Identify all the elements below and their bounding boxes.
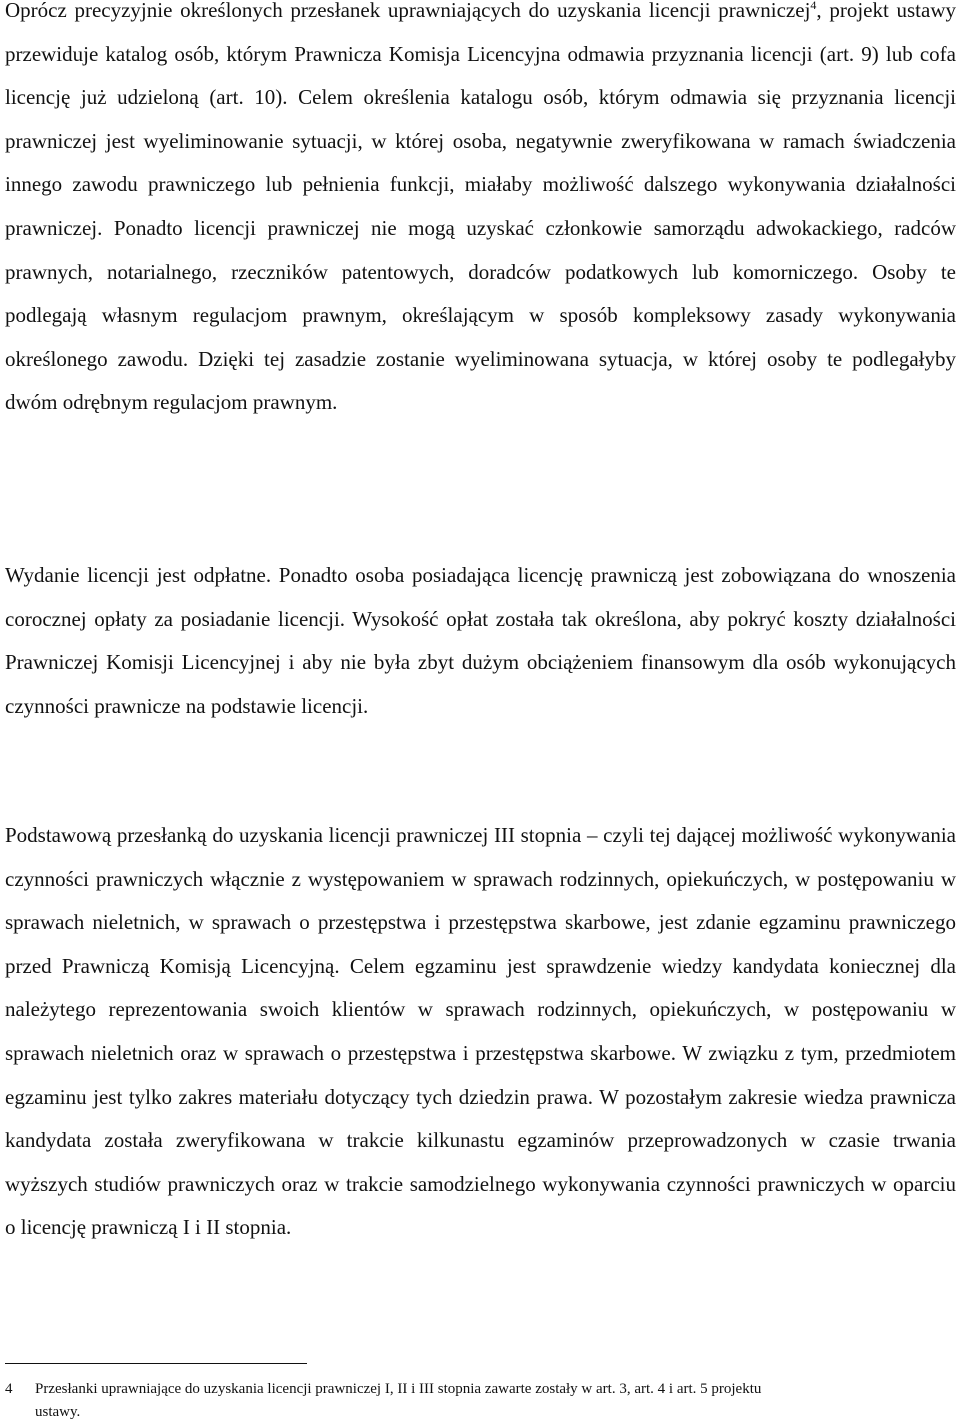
paragraph-text: Oprócz precyzyjnie określonych przesłanek uprawniających do uzyskania licencji prawniczej xyxy=(5,0,811,22)
paragraph-license-exam: Podstawową przesłanką do uzyskania licencji prawniczej III stopnia – czyli tej dającej możliwość wykonywania czynności prawniczych włącznie z występowaniem w sprawach rodzinnych, opiekuńczych, w postępowaniu w sprawach nieletnich, w sprawach o przestępstwa i przestępstwa skarbowe, jest zdanie egzaminu prawniczego przed Prawniczą Komisją Licencyjną. Celem egzaminu jest sprawdzenie wiedzy kandydata koniecznej dla należytego reprezentowania swoich klientów w sprawach rodzinnych, opiekuńczych, w postępowaniu w sprawach nieletnich oraz w sprawach o przestępstwa i przestępstwa skarbowe. W związku z tym, przedmiotem egzaminu jest tylko zakres materiału dotyczący tych dziedzin prawa. W pozostałym zakresie wiedza prawnicza kandydata została zweryfikowana w trakcie kilkunastu egzaminów przeprowadzonych w czasie trwania wyższych studiów prawniczych oraz w trakcie samodzielnego wykonywania czynności prawniczych w oparciu o licencję prawniczą I i II stopnia. xyxy=(5,823,956,1240)
footnote-reference[interactable]: 4 xyxy=(810,0,817,12)
paragraph-license-refusal xyxy=(5,0,956,425)
footnote-text: Przesłanki uprawniające do uzyskania licencji prawniczej I, II i III stopnia zawarte zostały w art. 3, art. 4 i art. 5 projektu xyxy=(35,1381,762,1397)
footnote xyxy=(5,1378,956,1424)
footnote-text-continuation: ustawy. xyxy=(35,1404,81,1420)
footnote-number: 4 xyxy=(5,1381,13,1397)
paragraph-license-fees: Wydanie licencji jest odpłatne. Ponadto osoba posiadająca licencję prawniczą jest zobowiązana do wnoszenia corocznej opłaty za posiadanie licencji. Wysokość opłat została tak określona, aby pokryć koszty działalności Prawniczej Komisji Licencyjnej i aby nie była zbyt dużym obciążeniem finansowym dla osób wykonujących czynności prawnicze na podstawie licencji. xyxy=(5,563,956,718)
paragraph-text: , projekt ustawy przewiduje katalog osób, którym Prawnicza Komisja Licencyjna odmawia przyznania licencji (art. 9) lub cofa licencję już udzieloną (art. 10). Celem określenia katalogu osób, którym odmawia się przyznania licencji prawniczej jest wyeliminowanie sytuacji, w której osoba, negatywnie zweryfikowana w ramach świadczenia innego zawodu prawniczego lub pełnienia funkcji, miałaby możliwość dalszego wykonywania działalności prawniczej. Ponadto licencji prawniczej nie mogą uzyskać członkowie samorządu adwokackiego, radców prawnych, notarialnego, rzeczników patentowych, doradców podatkowych lub komorniczego. Osoby te podlegają własnym regulacjom prawnym, określającym w sposób kompleksowy zasady wykonywania określonego zawodu. Dzięki tej zasadzie zostanie wyeliminowana sytuacja, w której osoby te podlegałyby dwóm odrębnym regulacjom prawnym. xyxy=(5,0,957,415)
footnote-separator xyxy=(5,1363,307,1364)
